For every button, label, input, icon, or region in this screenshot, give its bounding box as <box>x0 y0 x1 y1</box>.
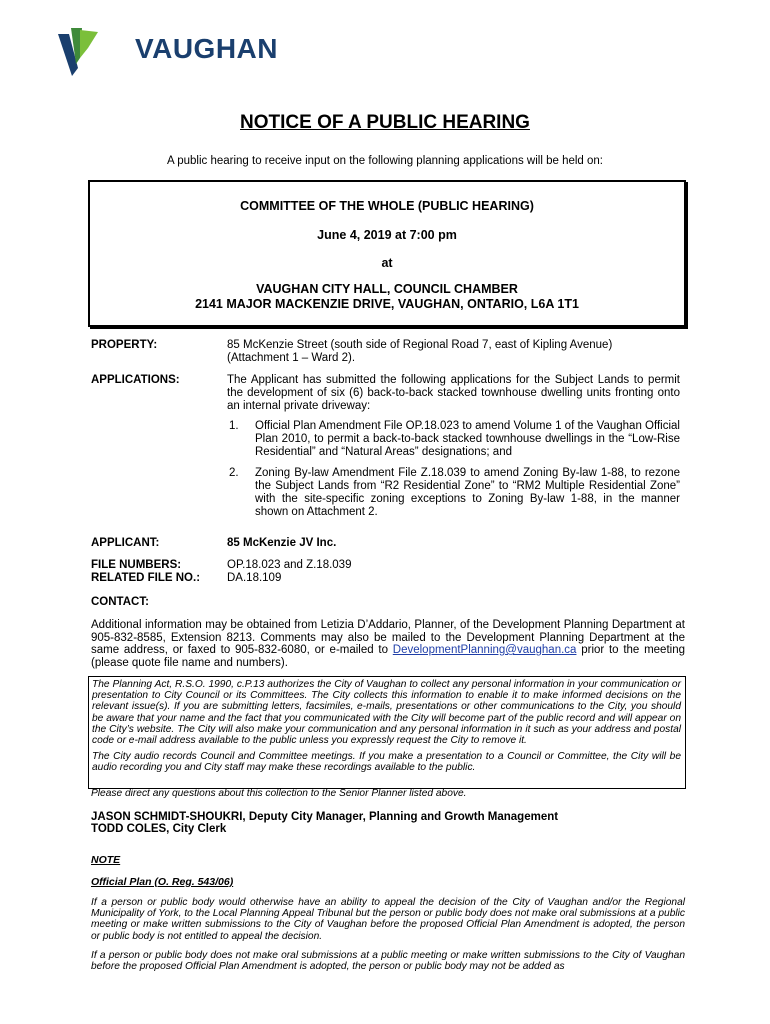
contact-email-link[interactable]: DevelopmentPlanning@vaughan.ca <box>392 644 577 656</box>
related-file-label: RELATED FILE NO.: <box>91 572 201 584</box>
intro-text: A public hearing to receive input on the following planning applications will be held on: <box>166 155 603 167</box>
venue-address: 2141 MAJOR MACKENZIE DRIVE, VAUGHAN, ONTARIO, L6A 1T1 <box>195 297 579 311</box>
meeting-date: June 4, 2019 at 7:00 pm <box>317 228 457 242</box>
page-title: NOTICE OF A PUBLIC HEARING <box>240 112 530 133</box>
meeting-details-box <box>88 180 686 327</box>
applicant-value: 85 McKenzie JV Inc. <box>227 537 337 549</box>
note-paragraph: If a person or public body does not make oral submissions at a public meeting or make written submissions to the City of Vaughan before the proposed Official Plan Amendment is adopted, the person or public body may not be added as <box>91 950 685 973</box>
note-paragraph: If a person or public body would otherwise have an ability to appeal the decision of the City of Vaughan and/or the Regional Municipality of York, to the Local Planning Appeal Tribunal but the person or public body does not make oral submissions at a public meeting or make written submissions to the City of Vaughan before the proposed Official Plan Amendment is adopted, the person or public body is not entitled to appeal the decision. <box>91 897 685 942</box>
contact-text: Additional information may be obtained from Letizia D’Addario, Planner, of the Development Planning Department at 905-832-8585, Extension 8213. Comments may also be mailed to the Development Planning Department at the same address, or faxed to 905-832-6080, or e-mailed to <box>91 619 685 656</box>
logo-wordmark: VAUGHAN <box>135 33 278 64</box>
file-numbers-value: OP.18.023 and Z.18.039 <box>227 559 352 571</box>
city-logo <box>58 28 278 78</box>
property-line-1: 85 McKenzie Street (south side of Regional Road 7, east of Kipling Avenue) <box>227 339 613 351</box>
contact-text-end: prior to the meeting (please quote file name and numbers). <box>91 644 685 669</box>
note-subheading: Official Plan (O. Reg. 543/06) <box>91 876 234 888</box>
related-file-value: DA.18.109 <box>227 572 282 584</box>
property-label: PROPERTY: <box>91 339 158 351</box>
applicant-label: APPLICANT: <box>91 537 160 549</box>
property-line-2: (Attachment 1 – Ward 2). <box>227 352 356 364</box>
contact-label: CONTACT: <box>91 596 149 608</box>
audio-recording-paragraph: The City audio records Council and Committee meetings. If you make a presentation to a Council or Committee, the City will be audio recording you and City staff may make these recordings available to the public. <box>92 751 681 774</box>
property-value <box>227 339 680 365</box>
signature-line: TODD COLES, City Clerk <box>91 823 227 835</box>
application-item-number: 2. <box>229 467 239 479</box>
venue-name: VAUGHAN CITY HALL, COUNCIL CHAMBER <box>256 282 518 296</box>
at-text: at <box>381 256 393 270</box>
applications-intro: The Applicant has submitted the following applications for the Subject Lands to permit the development of six (6) back-to-back stacked townhouse dwelling units fronting onto an internal private driveway: <box>227 374 680 412</box>
application-item-number: 1. <box>229 420 239 432</box>
application-item-text: Official Plan Amendment File OP.18.023 to amend Volume 1 of the Vaughan Official Plan 2010, to permit a back-to-back stacked townhouse dwellings in the “Low-Rise Residential” and “Natural Areas” designations; and <box>255 420 680 458</box>
application-item-text: Zoning By-law Amendment File Z.18.039 to amend Zoning By-law 1-88, to rezone the Subject Lands from “R2 Residential Zone” to “RM2 Multiple Residential Zone” with the site-specific zoning exceptions to Zoning By-law 1-88, in the manner shown on Attachment 2. <box>255 467 680 518</box>
vaughan-leaf-icon <box>58 28 98 78</box>
privacy-paragraph: The Planning Act, R.S.O. 1990, c.P.13 authorizes the City of Vaughan to collect any personal information in your communication or presentation to City Council or its Committees. The City collects this information to enable it to make informed decisions on the relevant issue(s). If you are submitting letters, facsimiles, e-mails, presentations or other communications to the City, you should be aware that your name and the fact that you communicated with the City will become part of the public record and will appear on the City’s website. The City will also make your communication and any personal information in it such as your address and postal code or e-mail address available to the public unless you expressly request the City to remove it. <box>92 679 681 747</box>
note-heading: NOTE <box>91 854 121 866</box>
applications-label: APPLICATIONS: <box>91 374 180 386</box>
file-numbers-label: FILE NUMBERS: <box>91 559 182 571</box>
contact-paragraph <box>91 619 685 669</box>
signature-line: JASON SCHMIDT-SHOUKRI, Deputy City Manager, Planning and Growth Management <box>91 811 559 823</box>
privacy-notice-box <box>88 676 686 789</box>
questions-text: Please direct any questions about this collection to the Senior Planner listed above. <box>91 788 467 799</box>
committee-name: COMMITTEE OF THE WHOLE (PUBLIC HEARING) <box>240 199 534 213</box>
